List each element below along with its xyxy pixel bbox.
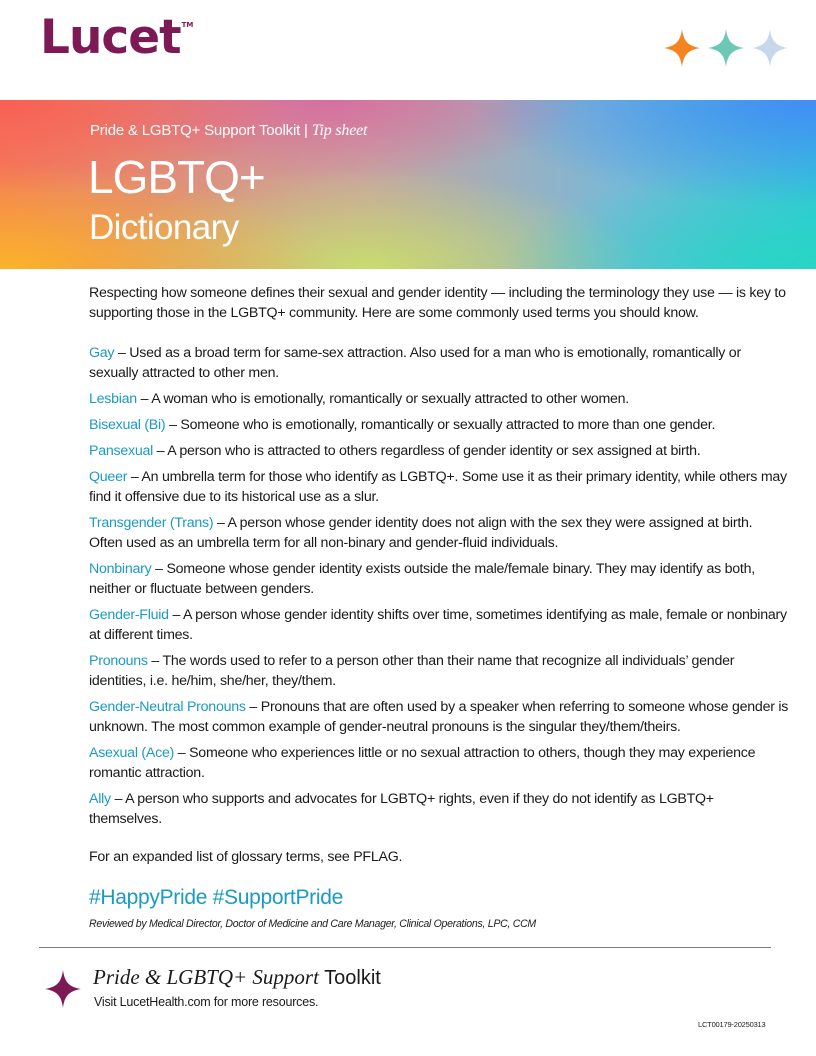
sparkle-plum-icon [44,970,82,1008]
term-name: Nonbinary [89,561,152,577]
term-pronouns [89,651,789,691]
intro-paragraph: Respecting how someone defines their sexual and gender identity — including the terminology they use — is key to supporting those in the LGBTQ+ community. Here are some commonly used terms you should know. [89,285,786,321]
hero-banner [0,100,816,269]
page-title: LGBTQ+ [88,151,265,203]
sparkle-orange-icon [664,29,700,67]
logo-text: Lucet [40,10,181,65]
term-definition: – Someone whose gender identity exists outside the male/female binary. They may identify as both, neither or fluctuate between genders. [89,561,755,597]
term-name: Gender-Neutral Pronouns [89,699,246,715]
page-subtitle: Dictionary [89,208,239,247]
term-queer [89,467,789,507]
term-definition: – Pronouns that are often used by a speaker when referring to someone whose gender is unknown. The most common example of gender-neutral pronouns is the singular they/them/theirs. [89,699,789,735]
term-definition: – A person whose gender identity shifts over time, sometimes identifying as male, female or nonbinary at different times. [89,607,787,643]
term-name: Transgender (Trans) [89,515,214,531]
term-name: Gay [89,345,115,361]
banner-eyebrow [90,122,367,140]
term-name: Queer [89,469,128,485]
pflag-footnote: For an expanded list of glossary terms, see PFLAG. [89,849,403,865]
footer-title-plain: Toolkit [318,967,381,989]
term-gender-neutral-pronouns [89,697,789,737]
footer-divider [39,947,771,948]
main-content [89,283,789,930]
term-definition: – A person who supports and advocates for LGBTQ+ rights, even if they do not identify as LGBTQ+ themselves. [89,791,714,827]
term-definition: – The words used to refer to a person other than their name that recognize all individuals’ gender identities, i.e. he/him, she/her, they/them. [89,653,735,689]
term-definition: – A woman who is emotionally, romantically or sexually attracted to other women. [136,391,630,407]
hashtags: #HappyPride #SupportPride [89,886,343,909]
term-nonbinary [89,559,789,599]
trademark: TM [181,21,194,29]
eyebrow-text: Pride & LGBTQ+ Support Toolkit | [90,122,312,139]
lucet-logo [40,10,194,65]
term-definition: – A person who is attracted to others regardless of gender identity or sex assigned at birth. [153,443,701,459]
term-ally [89,789,789,829]
term-bisexual [89,415,789,435]
term-gay [89,343,789,383]
reviewed-by: Reviewed by Medical Director, Doctor of Medicine and Care Manager, Clinical Operations, LPC, CCM [89,918,536,930]
term-definition: – Someone who is emotionally, romantically or sexually attracted to more than one gender. [165,417,716,433]
term-definition: – Used as a broad term for same-sex attraction. Also used for a man who is emotionally, romantically or sexually attracted to other men. [89,345,741,381]
term-definition: – An umbrella term for those who identify as LGBTQ+. Some use it as their primary identity, while others may find it offensive due to its historical use as a slur. [89,469,787,505]
term-gender-fluid [89,605,789,645]
term-name: Gender-Fluid [89,607,169,623]
term-definition: – A person whose gender identity does not align with the sex they were assigned at birth. Often used as an umbrella term for all non-binary and gender-fluid individuals. [89,515,753,551]
term-lesbian [89,389,789,409]
term-definition: – Someone who experiences little or no sexual attraction to others, though they may experience romantic attraction. [89,745,756,781]
term-name: Pronouns [89,653,148,669]
footer-title-italic: Pride & LGBTQ+ Support [93,965,319,989]
term-name: Bisexual (Bi) [89,417,166,433]
document-code: LCT00179-20250313 [698,1020,766,1029]
term-name: Ally [89,791,111,807]
term-pansexual [89,441,789,461]
term-name: Asexual (Ace) [89,745,175,761]
sparkle-light-blue-icon [752,29,788,67]
website-link[interactable]: Visit LucetHealth.com for more resources. [94,995,319,1009]
footer-title [93,966,381,989]
term-transgender [89,513,789,553]
term-asexual [89,743,789,783]
eyebrow-italic: Tip sheet [311,122,368,139]
term-name: Lesbian [89,391,137,407]
sparkle-decoration [664,29,788,67]
term-list [89,343,789,829]
term-name: Pansexual [89,443,154,459]
sparkle-teal-icon [708,29,744,67]
